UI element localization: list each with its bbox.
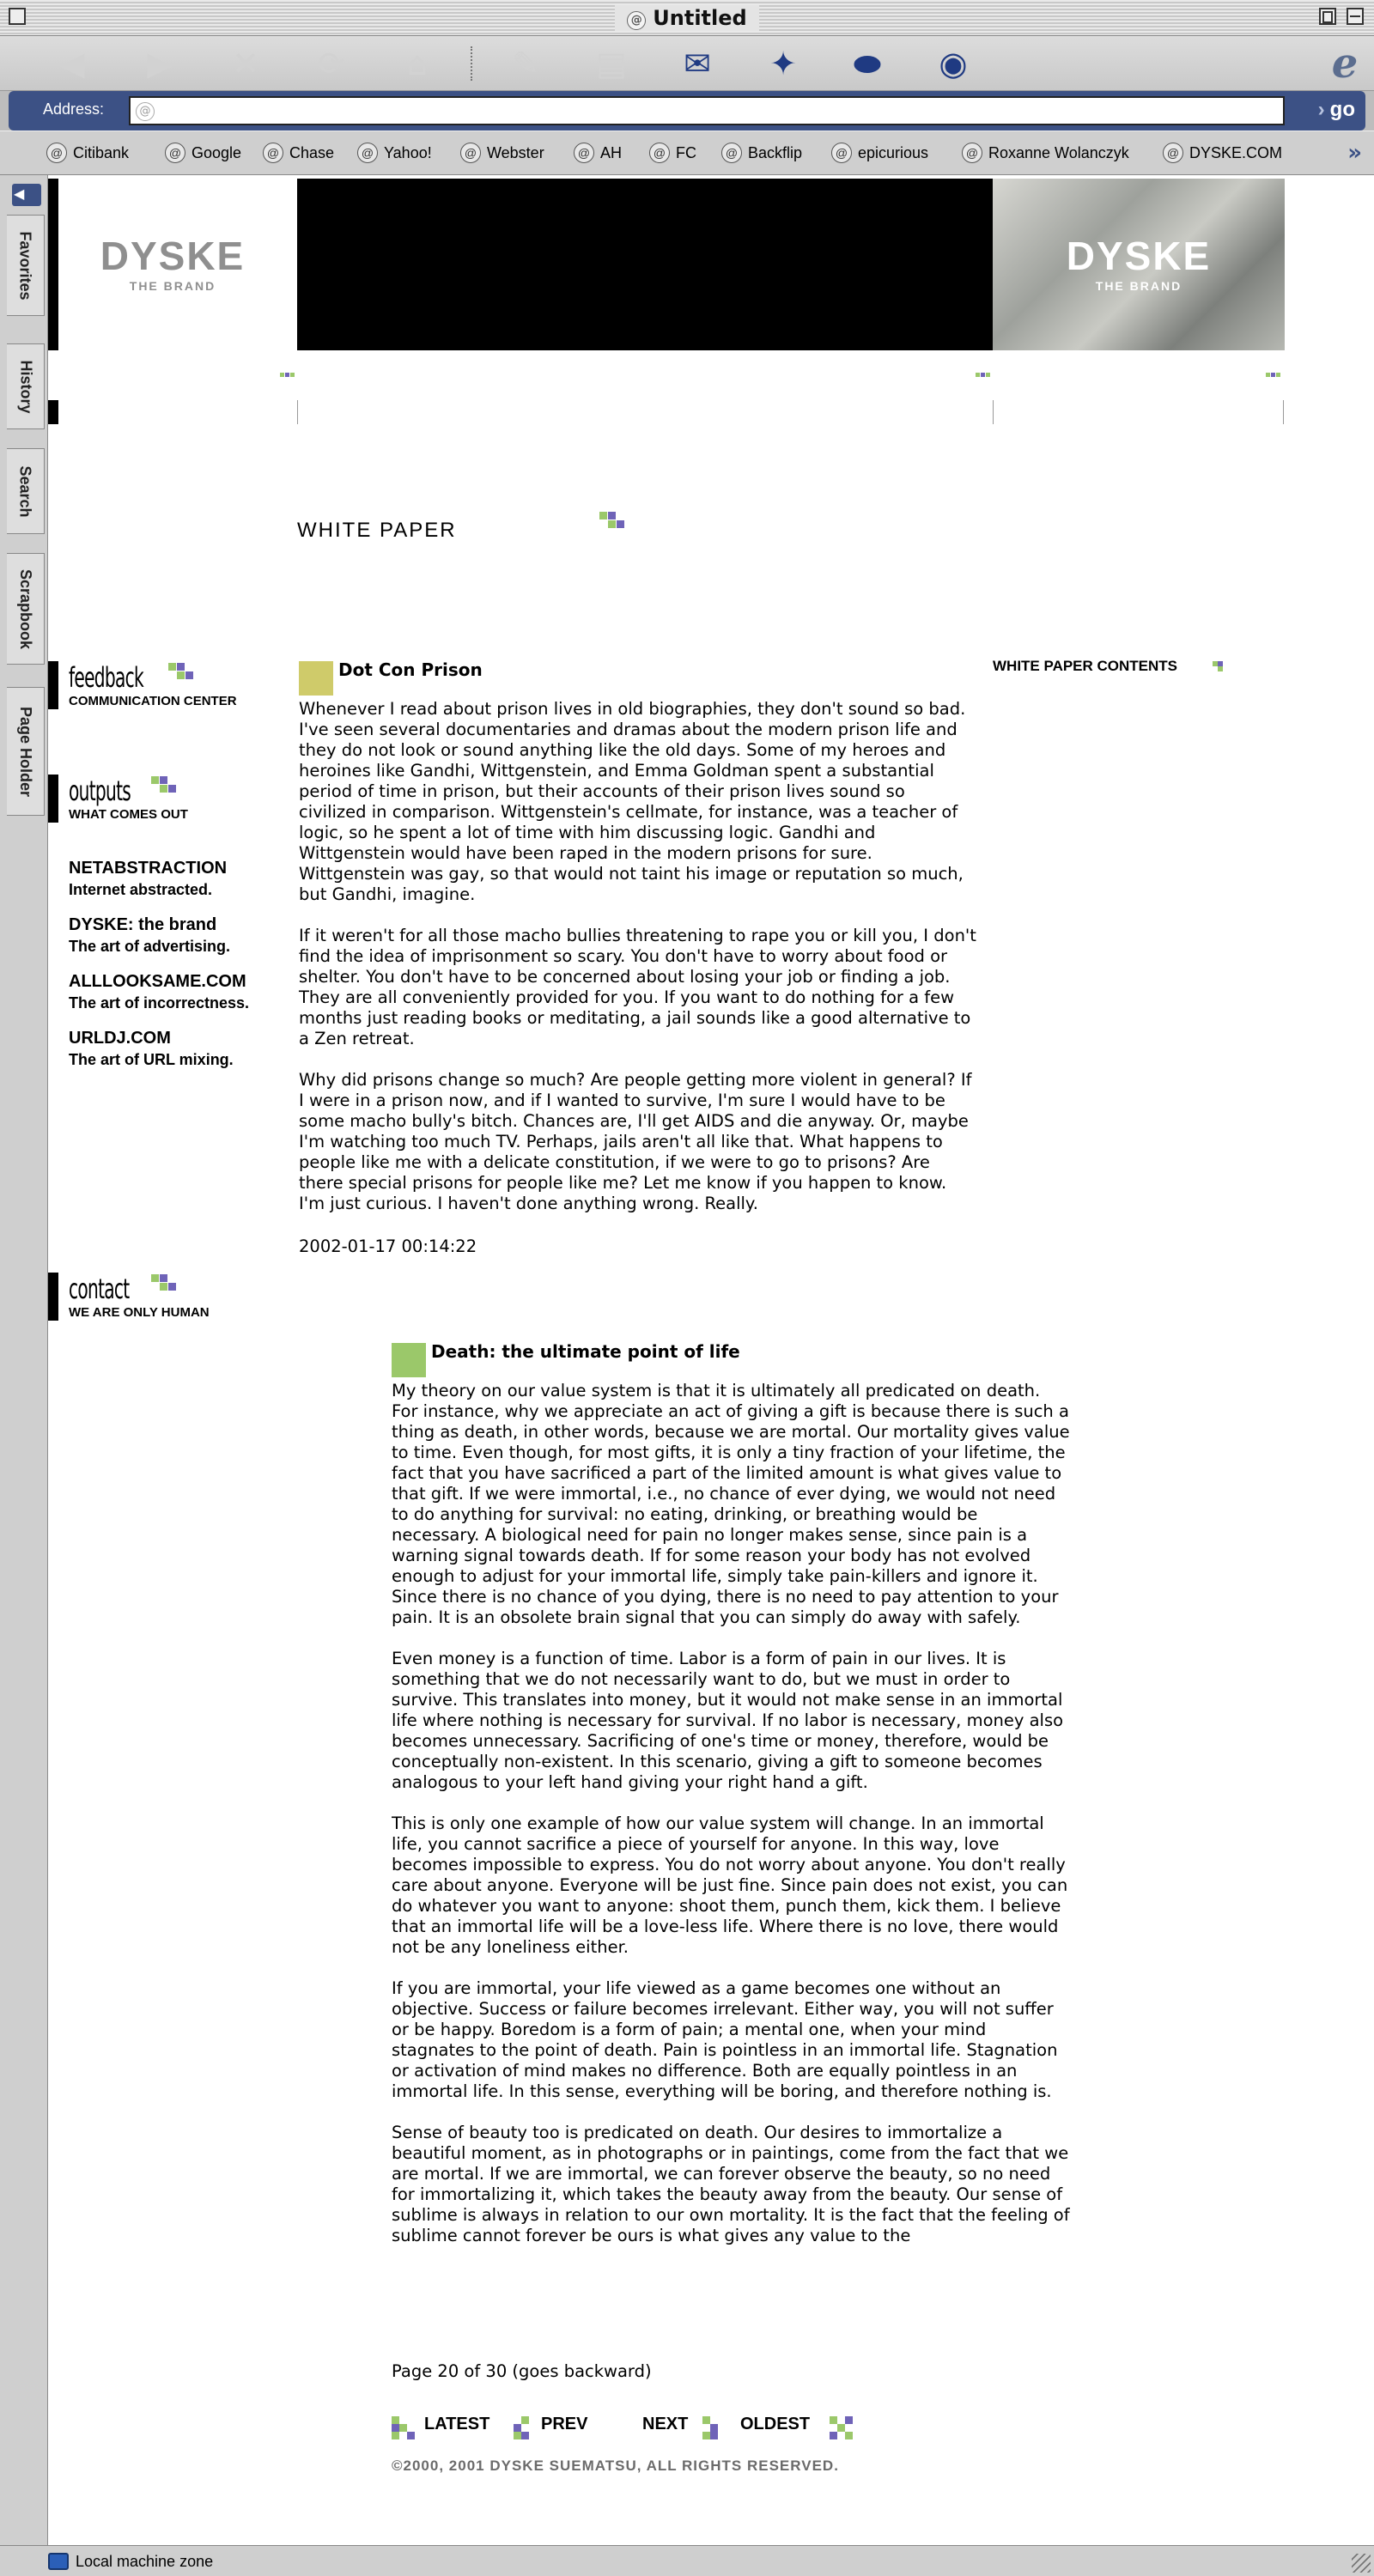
entry-paragraph: This is only one example of how our value system will change. In an immortal life, you cannot sacrifice a piece of yourself for anyone. In this way, love becomes impossible to express. You do not worry about anyone. You don't really care about anyone. Everyone will be just fine. Since pain does not exist, you can do whatever you want to anyone: shoot them, punch them, kick them. I believe that an immortal life will be a love-less life. Where there is no love, there would not be any loneliness either. [392,1814,1068,1957]
pixel-icon [392,2416,417,2440]
copyright: ©2000, 2001 DYSKE SUEMATSU, ALL RIGHTS RESERVED. [392,2458,839,2474]
next-link[interactable]: NEXT [642,2415,689,2433]
pager-status: Page 20 of 30 (goes backward) [392,2361,652,2381]
brand-logo[interactable] [48,179,297,350]
zoom-box[interactable] [1319,8,1336,25]
tab-label: Scrapbook [17,568,34,649]
decor-square [1276,373,1280,377]
favorite-label: Webster [487,143,544,161]
favorite-link[interactable] [649,142,696,164]
favorite-link[interactable] [962,142,1129,164]
favorite-link[interactable] [1163,142,1282,164]
favorites-bar [0,131,1374,175]
nav-link-desc: The art of URL mixing. [69,1051,234,1068]
favorite-link[interactable] [831,142,928,164]
window-title-text: Untitled [653,6,747,30]
nav-contact[interactable]: contact [69,1273,130,1305]
column-divider [993,400,994,424]
page-icon: @ [627,11,646,30]
home-icon[interactable]: ⌂ [406,45,429,82]
favorite-link[interactable] [574,142,622,164]
pixel-icon [599,512,625,532]
decor-square [976,373,980,377]
tab-history[interactable] [7,343,45,429]
entry-paragraph: Why did prisons change so much? Are people getting more violent in general? If I were in a prison now, and if I wanted to survive, I'm sure I would have to be some macho bully's bitch. Chances are, I'll get AIDS and die anyway. Or, maybe I'm watching too much TV. Perhaps, jails aren't all like that. What happens to people like me with a delicate constitution, if we were to go to prisons? Are there special prisons for people like me? Let me know if you happen to know. I'm just curious. I haven't done anything wrong. Really. [299,1070,972,1213]
autofill-icon[interactable]: ✎ [512,45,539,82]
favorite-label: Roxanne Wolanczyk [988,143,1129,161]
forward-icon[interactable]: ▶ [147,45,173,82]
at-icon: @ [1163,143,1183,163]
chevron-right-icon[interactable]: » [1347,140,1362,166]
nav-feedback[interactable]: feedback [69,661,143,694]
nav-outputs-sub: WHAT COMES OUT [69,807,188,822]
oldest-link[interactable]: OLDEST [740,2415,811,2433]
favorite-link[interactable] [165,142,241,164]
entry-body [299,699,977,1235]
pixel-icon [830,2416,855,2440]
toolbar-separator [471,46,472,81]
tab-search[interactable] [7,448,45,534]
entry-date: 2002-01-17 00:14:22 [299,1236,477,1256]
pixel-icon [1213,661,1228,675]
entry-body [392,1381,1070,2308]
address-input[interactable] [129,96,1285,125]
resize-grip-icon[interactable] [1352,2554,1371,2573]
at-icon: @ [574,143,594,163]
entry-paragraph: Whenever I read about prison lives in old biographies, they don't sound so bad. I've seen several documentaries and dramas about the modern prison life and they do not look or sound anything like the old days. Some of my heroes and heroines like Gandhi, Wittgenstein, and Emma Goldman spent a substantial period of time in prison, but their accounts of their prison lives sound so civilized in comparison. Wittgenstein's cellmate, for instance, was a teacher of logic, so he spent a lot of time with him discussing logic. Gandhi and Wittgenstein would have been raped in the modern prisons for sure. Wittgenstein was gay, so that would not taint his image or reputation so much, but Gandhi, imagine. [299,699,966,904]
window-title [615,5,758,31]
entry-paragraph: If it weren't for all those macho bullies threatening to rape you or kill you, I don't find the idea of imprisonment so scary. You don't have to worry about food or shelter. You don't have to be concerned about losing your job or finding a job. They are all conveniently provided for you. If you want to do nothing for a few months just reading books or meditating, a jail sounds like a good alternative to a Zen retreat. [299,926,976,1048]
decor-square [280,373,284,377]
banner-image [297,179,993,350]
tab-favorites[interactable] [7,215,45,316]
logo-tagline: THE BRAND [129,279,216,293]
entry-paragraph: If you are immortal, your life viewed as a game becomes one without an objective. Success or failure becomes irrelevant. Either way, you will not suffer or be happy. Boredom is a form of pain; a mental one, when your mind stagnates to the point of death. Pain is pointless in an immortal life. Stagnation or activation of mind makes no difference. Both are equally pointless in an immortal life. In this sense, everything will be boring, and therefore nothing is. [392,1978,1058,2101]
page-viewport[interactable] [48,175,1374,2545]
entry-paragraph: Even money is a function of time. Labor is a form of pain in our lives. It is something that we do not necessarily want to do, but we must in order to survive. This translates into money, but it would not make sense in an immortal life where nothing is necessary for survival. If no labor is necessary, money also becomes unnecessary. Sacrificing of one's time or money, therefore, would be conceptually non-existent. In this scenario, giving a gift to someone becomes analogous to your left hand giving your right hand a gift. [392,1649,1064,1792]
latest-link[interactable]: LATEST [424,2415,490,2433]
nav-link-dyske-brand[interactable]: DYSKE: the brand [69,915,217,934]
prev-link[interactable]: PREV [541,2415,588,2433]
at-icon: @ [831,143,852,163]
column-divider [1283,400,1284,424]
entry-title[interactable]: Death: the ultimate point of life [431,1341,740,1362]
nav-link-desc: Internet abstracted. [69,881,213,898]
zone-icon [48,2553,69,2570]
nav-link-desc: The art of advertising. [69,938,231,955]
contents-heading[interactable]: WHITE PAPER CONTENTS [993,658,1178,674]
at-icon: @ [721,143,742,163]
decor-square [290,373,295,377]
favorite-link[interactable] [460,142,544,164]
favorite-link[interactable] [357,142,432,164]
decor-square [981,373,985,377]
entry-paragraph: My theory on our value system is that it is ultimately all predicated on death. For instance, why we appreciate an act of giving a gift is because there is such a thing as death, in other words, because we are mortal. Our mortality gives value to time. Even though, for most gifts, it is only a tiny fraction of your lifetime, the fact that you have sacrificed a part of the limited amount is what gives value to that gift. If we were immortal, i.e., no chance of ever dying, we would not need to do anything for survival: no eating, drinking, or breathing would be necessary. A biological need for pain no longer makes sense, since pain is a warning signal towards death. If for some reason your body has not evolved enough to adjust for your immortal life, simply take pain-killers and ignore it. Since there is no chance of you dying, there is no need to pay attention to your pain. It is an obsolete brain signal that you can simply do away with safely. [392,1381,1070,1627]
nav-contact-sub: WE ARE ONLY HUMAN [69,1305,210,1320]
pixel-icon [168,663,194,683]
nav-link-alllooksame[interactable]: ALLLOOKSAME.COM [69,972,246,991]
text-size-icon[interactable]: ⬬ [853,45,882,82]
tab-label: Page Holder [17,706,34,797]
explorer-toggle-icon[interactable] [12,184,41,206]
title-bar[interactable] [0,0,1374,36]
left-accent-bar [48,1273,58,1321]
at-icon: @ [962,143,982,163]
entry-title[interactable]: Dot Con Prison [338,659,483,680]
favorite-label: Backflip [748,143,803,161]
go-button[interactable]: › go [1318,98,1355,122]
decor-square [1271,373,1275,377]
at-icon: @ [460,143,481,163]
tab-page-holder[interactable] [7,687,45,816]
at-icon: @ [649,143,670,163]
favorite-label: Citibank [73,143,130,161]
at-icon: @ [46,143,67,163]
favorite-label: Chase [289,143,335,161]
pixel-icon [702,2416,728,2440]
collapse-box[interactable] [1347,8,1364,25]
pixel-icon [151,1274,177,1295]
pixel-icon [151,776,177,797]
at-icon: @ [357,143,378,163]
url-icon: @ [136,102,155,121]
nav-outputs[interactable]: outputs [69,775,131,807]
tab-label: Search [17,465,35,518]
favorite-label: DYSKE.COM [1189,143,1283,161]
nav-link-desc: The art of incorrectness. [69,994,250,1012]
brand-logo-photo [993,179,1285,350]
toolbar [0,36,1374,91]
left-accent-bar [48,775,58,823]
mail-icon[interactable]: ✉ [684,45,711,82]
favorite-label: epicurious [858,143,929,161]
favorite-label: Google [192,143,242,161]
decor-square [986,373,990,377]
refresh-icon[interactable]: ⟳ [318,45,345,82]
stop-icon[interactable]: ✕ [232,45,259,82]
favorite-link[interactable] [46,142,129,164]
favorite-link[interactable] [721,142,802,164]
logo-word: DYSKE [100,234,246,278]
favorite-label: AH [600,143,623,161]
favorite-label: FC [676,143,696,161]
print-icon[interactable]: ▤ [596,45,627,82]
browser-logo: e [1331,39,1359,88]
address-label: Address: [43,100,105,118]
favorite-link[interactable] [263,142,334,164]
column-divider [297,400,298,424]
page-title: WHITE PAPER [297,519,457,542]
tab-scrapbook[interactable] [7,553,45,665]
entry-paragraph: Sense of beauty too is predicated on death. Our desires to immortalize a beautiful moment, as in photographs or in paintings, come from the fact that we are mortal. If we are immortal, we can forever observe the beauty, so no need for immortalizing it, which takes the beauty away from the beauty. Our sense of sublime is always in relation to our own mortality. It is the fact that the feeling of sublime cannot forever be ours is what gives any value to the [392,2123,1070,2245]
entry-marker [299,661,333,696]
at-icon: @ [263,143,283,163]
tab-label: Favorites [17,230,35,301]
left-accent-bar [48,179,58,350]
channels-icon[interactable]: ◉ [939,45,968,82]
left-accent-bar [48,400,58,424]
nav-link-urldj[interactable]: URLDJ.COM [69,1029,171,1048]
logo-tagline: THE BRAND [1095,279,1182,293]
left-accent-bar [48,661,58,709]
entry-marker [392,1343,426,1377]
decor-square [1266,373,1270,377]
status-bar [0,2545,1374,2576]
decor-square [285,373,289,377]
logo-word: DYSKE [1066,234,1212,278]
tab-label: History [17,359,35,414]
explorer-bar [0,175,48,2545]
address-bar [9,91,1365,131]
nav-feedback-sub: COMMUNICATION CENTER [69,694,237,708]
preferences-icon[interactable]: ✦ [769,45,797,82]
favorite-label: Yahoo! [384,143,432,161]
nav-link-netabstraction[interactable]: NETABSTRACTION [69,859,228,878]
back-icon[interactable]: ◀ [59,45,85,82]
status-text: Local machine zone [76,2553,214,2570]
at-icon: @ [165,143,185,163]
pixel-icon [514,2416,539,2440]
